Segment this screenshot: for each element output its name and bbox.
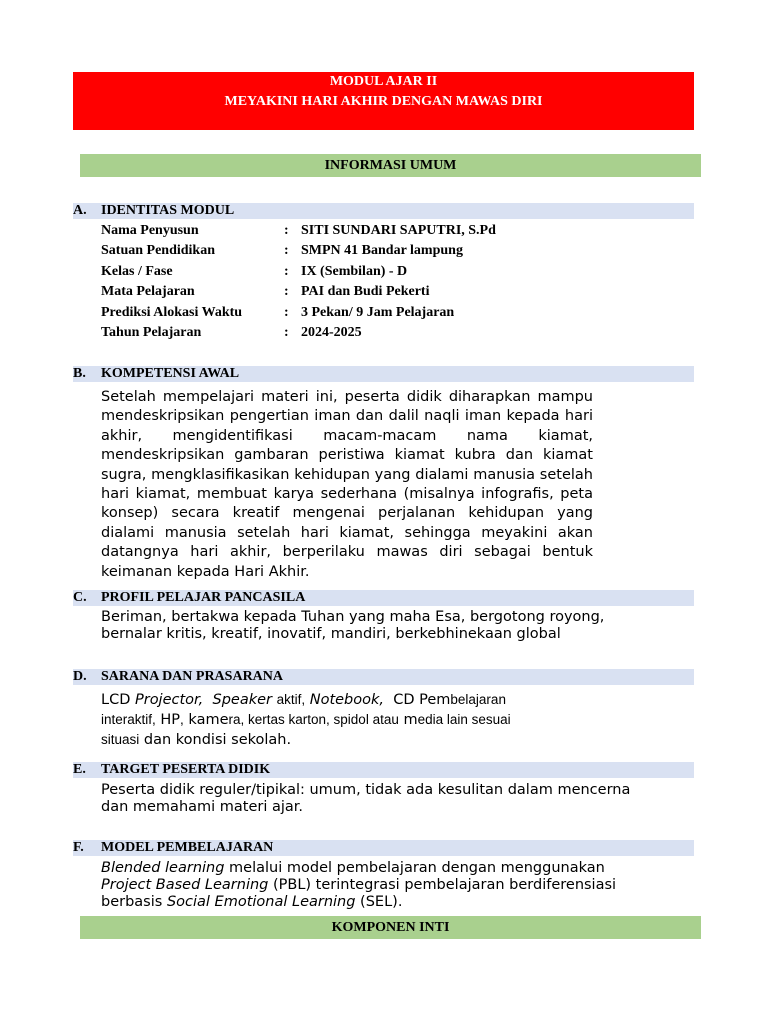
- section-title: SARANA DAN PRASARANA: [101, 669, 284, 684]
- identitas-colon: :: [284, 284, 289, 299]
- identitas-value: 2024-2025: [301, 325, 362, 340]
- section-letter: B.: [73, 366, 86, 381]
- identitas-colon: :: [284, 264, 289, 279]
- model-line: [101, 894, 701, 911]
- model-line: [101, 860, 701, 877]
- identitas-label: Prediksi Alokasi Waktu: [101, 305, 243, 320]
- sarana-fragment: Notebook,: [309, 692, 385, 708]
- model-fragment: melalui model pembelajaran dengan menggunakan: [224, 860, 605, 876]
- sarana-fragment: LCD: [101, 692, 135, 708]
- identitas-colon: :: [284, 223, 289, 238]
- sarana-fragment: m: [403, 712, 418, 728]
- sarana-fragment: edia lain sesuai: [417, 712, 511, 727]
- sarana-fragment: sekolah.: [231, 732, 292, 748]
- identitas-label: Nama Penyusun: [101, 223, 199, 238]
- section-letter: D.: [73, 669, 87, 684]
- section-title: KOMPETENSI AWAL: [101, 366, 240, 381]
- sarana-fragment: Projector,: [134, 692, 204, 708]
- identitas-label: Satuan Pendidikan: [101, 243, 215, 258]
- model-fragment: Project Based Learning: [101, 877, 269, 893]
- sarana-text: [101, 690, 581, 750]
- section-b-header: [73, 366, 694, 382]
- identitas-value: SMPN 41 Bandar lampung: [301, 243, 463, 258]
- model-fragment: (SEL).: [355, 894, 403, 910]
- profil-pelajar-text: [101, 609, 661, 643]
- sarana-line: [101, 710, 581, 730]
- model-fragment: Social Emotional Learning: [166, 894, 356, 910]
- sarana-fragment: Speaker: [212, 692, 272, 708]
- informasi-umum-bar: INFORMASI UMUM: [80, 154, 701, 177]
- profil-line: Beriman, bertakwa kepada Tuhan yang maha Esa, bergotong royong,: [101, 609, 605, 625]
- module-title-banner: [73, 72, 694, 130]
- section-letter: C.: [73, 590, 87, 605]
- sarana-fragment: HP: [160, 712, 181, 728]
- section-title: PROFIL PELAJAR PANCASILA: [101, 590, 306, 605]
- target-line: Peserta didik reguler/tipikal: umum, tidak ada kesulitan dalam mencerna: [101, 782, 631, 798]
- section-a-header: [73, 203, 694, 219]
- komponen-inti-bar: KOMPONEN INTI: [80, 916, 701, 939]
- section-f-header: [73, 840, 694, 856]
- section-letter: F.: [73, 840, 84, 855]
- model-fragment: Blended learning: [101, 860, 225, 876]
- sarana-fragment: interaktif,: [101, 712, 156, 727]
- identitas-label: Tahun Pelajaran: [101, 325, 202, 340]
- model-pembelajaran-text: [101, 860, 701, 911]
- module-subtitle: MEYAKINI HARI AKHIR DENGAN MAWAS DIRI: [224, 94, 543, 109]
- identitas-label: Mata Pelajaran: [101, 284, 195, 299]
- target-line: dan memahami materi ajar.: [101, 799, 304, 815]
- section-letter: A.: [73, 203, 87, 218]
- model-line: [101, 877, 701, 894]
- module-title: MODUL AJAR II: [329, 74, 438, 89]
- identitas-value: PAI dan Budi Pekerti: [301, 284, 430, 299]
- section-d-header: [73, 669, 694, 685]
- sarana-fragment: aktif,: [276, 692, 306, 707]
- section-title: MODEL PEMBELAJARAN: [101, 840, 274, 855]
- sarana-fragment: dan kondisi: [143, 732, 227, 748]
- sarana-fragment: ra, kertas karton, spidol atau: [228, 712, 399, 727]
- model-fragment: (PBL) terintegrasi pembelajaran berdiferensiasi: [268, 877, 617, 893]
- section-title: TARGET PESERTA DIDIK: [101, 762, 271, 777]
- identitas-label: Kelas / Fase: [101, 264, 173, 279]
- identitas-value: SITI SUNDARI SAPUTRI, S.Pd: [301, 223, 496, 238]
- target-peserta-text: [101, 782, 701, 816]
- sarana-fragment: situasi: [101, 732, 140, 747]
- identitas-value: IX (Sembilan) - D: [301, 264, 408, 279]
- profil-line: bernalar kritis, kreatif, inovatif, mandiri, berkebhinekaan global: [101, 626, 561, 642]
- sarana-fragment: ,: [180, 712, 184, 727]
- identitas-colon: :: [284, 305, 289, 320]
- model-fragment: berbasis: [101, 894, 167, 910]
- section-letter: E.: [73, 762, 86, 777]
- sarana-fragment: kame: [188, 712, 229, 728]
- identitas-colon: :: [284, 325, 289, 340]
- section-e-header: [73, 762, 694, 778]
- section-title: IDENTITAS MODUL: [101, 203, 235, 218]
- identitas-colon: :: [284, 243, 289, 258]
- section-c-header: [73, 590, 694, 606]
- identitas-value: 3 Pekan/ 9 Jam Pelajaran: [301, 305, 455, 320]
- sarana-line: [101, 690, 581, 710]
- kompetensi-awal-text: Setelah mempelajari materi ini, peserta didik diharapkan mampu mendeskripsikan pengertian iman dan dalil naqli iman kepada hari akhir, mengidentifikasi macam-macam nama kiamat, mendeskripsikan gambaran peristiwa kiamat kubra dan kiamat sugra, mengklasifikasikan kehidupan yang dialami manusia setelah hari kiamat, membuat karya sederhana (misalnya infografis, peta konsep) secara kreatif mengenai perjalanan kehidupan yang dialami manusia setelah hari kiamat, sehingga meyakini akan datangnya hari akhir, berperilaku mawas diri sebagai bentuk keimanan kepada Hari Akhir.: [101, 389, 593, 580]
- sarana-fragment: belajaran: [450, 692, 506, 707]
- sarana-fragment: CD Pem: [393, 692, 451, 708]
- sarana-line: [101, 730, 581, 750]
